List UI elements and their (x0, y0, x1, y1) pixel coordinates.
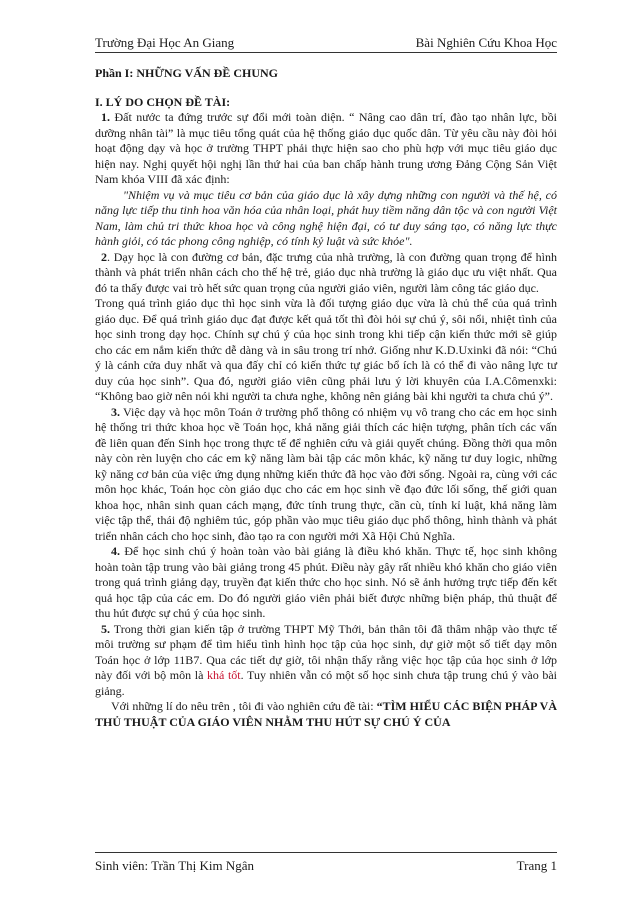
resolution-quote: "Nhiệm vụ và mục tiêu cơ bản của giáo dục là xây dựng những con người và thế hệ, có năng lực tiếp thu tinh hoa văn hóa của nhân loại, phát huy tiềm năng dân tộc và con người Việt Nam, làm chủ tri thức khoa học và công nghệ hiện đại, có tư duy sáng tạo, có năng lực thực hành giỏi, có tác phong công nghiệp, có tính kỷ luật và sức khỏe". (95, 187, 557, 248)
paragraph-6 (95, 699, 557, 730)
paragraph-5-number: 5. (101, 621, 110, 636)
paragraph-1-number: 1. (101, 110, 110, 124)
paragraph-4-number: 4. (111, 544, 120, 558)
paragraph-3-number: 3. (111, 404, 120, 419)
page-header (95, 34, 557, 53)
page-footer (95, 852, 557, 874)
paragraph-5-text-b: . Tuy nhiên vẫn có một số học sinh chưa tập trung chú ý vào bài giảng. (95, 668, 557, 698)
part-title: Phần I: NHỮNG VẤN ĐỀ CHUNG (95, 66, 279, 80)
topic-title: “TÌM HIỂU CÁC BIỆN PHÁP VÀ THỦ THUẬT CỦA GIÁO VIÊN NHẰM THU HÚT SỰ CHÚ Ý CỦA (95, 699, 557, 729)
highlight-text: khá tốt (207, 668, 241, 682)
section-title: I. LÝ DO CHỌN ĐỀ TÀI: (95, 94, 231, 109)
paragraph-2 (95, 250, 557, 297)
footer-author: Sinh viên: Trần Thị Kim Ngân (95, 858, 255, 873)
paragraph-4 (95, 544, 557, 622)
paragraph-6-text: Với những lí do nêu trên , tôi đi vào nghiên cứu đề tài: (111, 699, 377, 713)
document-body (95, 58, 557, 730)
paragraph-3 (95, 405, 557, 545)
page-content (95, 34, 557, 729)
paragraph-5 (95, 622, 557, 700)
paragraph-4-text: Để học sinh chú ý hoàn toàn vào bài giảng là điều khó khăn. Thực tế, học sinh không hoàn toàn tập trung vào bài giảng trong 45 phút. Điều này gây rất nhiều khó khăn cho giáo viên trong quá trình giảng dạy, truyền đạt kiến thức cho học sinh. Nó sẽ ảnh hưởng trực tiếp đến kết quả học tập của các em. Do đó người giáo viên phải biết được những biện pháp, thủ thuật để thu hút được sự chú ý của học sinh. (95, 544, 557, 620)
paragraph-1 (95, 110, 557, 188)
paragraph-5-text-a: Trong thời gian kiến tập ở trường THPT Mỹ Thới, bản thân tôi đã thâm nhập vào thực tế môi trường sư phạm để tìm hiểu tình hình học tập của học sinh, dự giờ một số tiết dạy môn Toán học ở lớp 11B7. Qua các tiết dự giờ, tôi nhận thấy rằng việc học tập của học sinh ở lớp này đối với bộ môn là (95, 621, 557, 682)
paragraph-2-number: 2 (101, 249, 107, 264)
paragraph-2-text: . Dạy học là con đường cơ bản, đặc trưng của nhà trường, là con đường quan trọng để hình thành và phát triển nhân cách cho thế hệ trẻ, giáo dục nhà trường là giáo dục ưu việt nhất. Qua đó ta thấy được vai trò hết sức quan trọng của người giáo viên, người làm công tác giáo dục. (95, 249, 557, 295)
paragraph-3-text: Việc dạy và học môn Toán ở trường phổ thông có nhiệm vụ vô trang cho các em học sinh hệ thống tri thức khoa học về Toán học, khả năng giải thích các hiện tượng, phân tích các vấn đề liên quan đến Sinh học trong thực tế để nghiên cứu và giải quyết chúng. Đồng thời qua môn này còn rèn luyện cho các em kỹ năng làm bài tập các môn khác, kỹ năng tư duy logic, những kỹ năng cơ bản của việc ứng dụng những kiến thức đã học vào đời sống. Ngoài ra, cùng với các môn học khác, Toán học còn giáo dục cho các em học sinh về đạo đức lối sống, thế giới quan khoa học, nhân sinh quan cách mạng, đức tính trung thực, cần cù, tính kỉ luật, khả năng làm việc tập thể, thái độ nghiêm túc, góp phần vào mục tiêu giáo dục phổ thông, hình thành và phát triển nhân cách cho học sinh, đào tạo ra con người mới Xã Hội Chủ Nghĩa. (95, 404, 557, 543)
paragraph-2b: Trong quá trình giáo dục thì học sinh vừa là đối tượng giáo dục vừa là chủ thể của quá trình giáo dục. Để quá trình giáo dục đạt được kết quả tốt thì đòi hỏi sự chú ý, sôi nổi, nhiệt tình của học sinh trong dạy học. Chính sự chú ý của học sinh trong khi tiếp cận kiến thức mới sẽ giúp cho các em nắm kiến thức dễ dàng và in sâu trong trí nhớ. Giống như K.D.Uxinki đã nói: “Chú ý là cánh cửa duy nhất và qua đấy chỉ có kiến thức tự giác bổ ích là có thể đi vào nâng lực tư duy của học sinh”. Qua đó, người giáo viên cũng phải lưu ý lời khuyên của I.A.Cômenxki: “Không bao giờ nên nói khi người ta chưa nghe, không nên giảng bài khi người ta chưa chú ý”. (95, 296, 557, 403)
paragraph-1-text: Đất nước ta đứng trước sự đổi mới toàn diện. “ Nâng cao dân trí, đào tạo nhân lực, bồi dưỡng nhân tài” là mục tiêu tổng quát của hệ thống giáo dục quốc dân. Từ yêu cầu này đòi hỏi hoạt động dạy và học ở trường THPT phải thực hiện sao cho phù hợp với mục tiêu giáo dục hiện nay. Nghị quyết hội nghị lần thứ hai của ban chấp hành trung ương Đảng Cộng Sản Việt Nam khóa VIII đã xác định: (95, 110, 557, 186)
header-school: Trường Đại Học An Giang (95, 35, 235, 50)
header-doc-type: Bài Nghiên Cứu Khoa Học (415, 35, 557, 50)
footer-page-number: Trang 1 (516, 858, 557, 873)
